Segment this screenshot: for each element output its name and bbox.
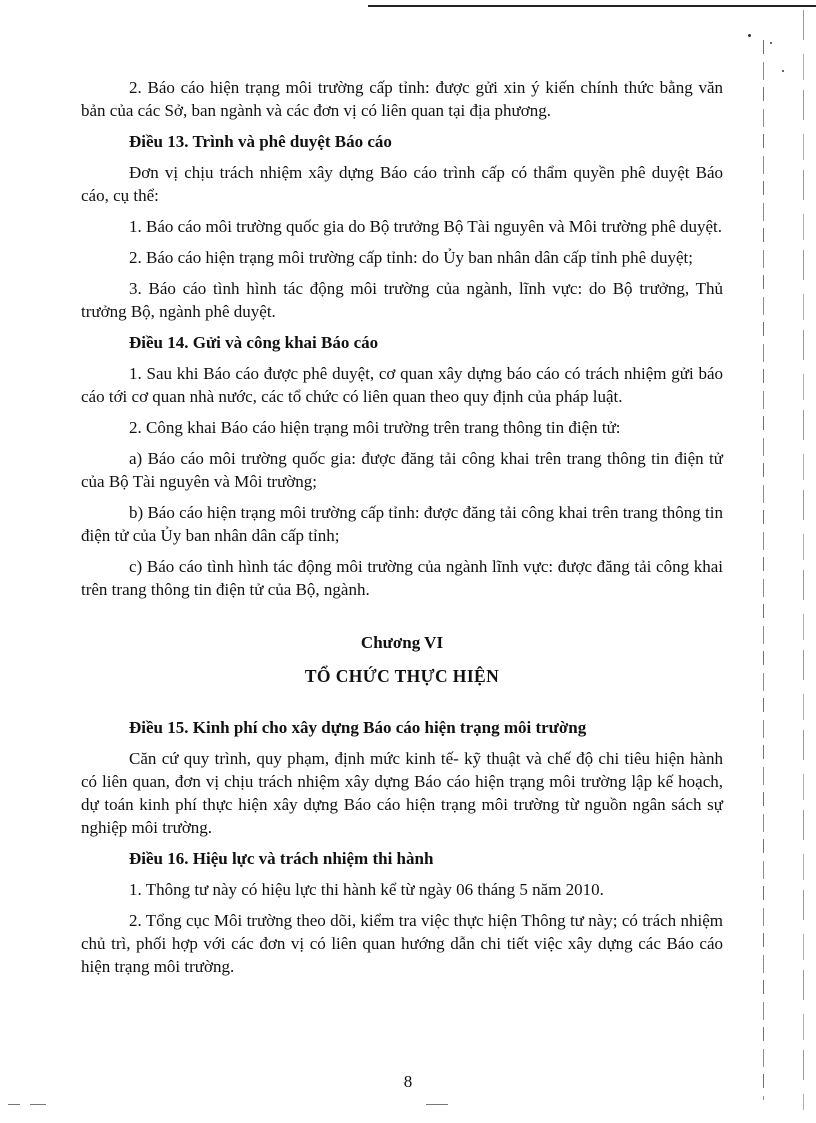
paragraph: Căn cứ quy trình, quy phạm, định mức kinh tế- kỹ thuật và chế độ chi tiêu hiện hành có liên quan, đơn vị chịu trách nhiệm xây dựng Báo cáo hiện trạng môi trường lập kế hoạch, dự toán kinh phí thực hiện xây dựng Báo cáo hiện trạng môi trường từ nguồn ngân sách sự nghiệp môi trường. [81, 749, 723, 837]
chapter-label: Chương VI [360, 633, 444, 652]
articles-section-bottom [81, 716, 723, 978]
scan-edge-line-far-right [803, 10, 804, 1110]
article-heading: Điều 14. Gửi và công khai Báo cáo [129, 333, 379, 352]
articles-section-top [81, 76, 723, 601]
article-heading: Điều 13. Trình và phê duyệt Báo cáo [129, 132, 392, 151]
scan-edge-line-right [763, 40, 764, 1100]
paragraph: 2. Báo cáo hiện trạng môi trường cấp tỉnh: do Ủy ban nhân dân cấp tỉnh phê duyệt; [129, 248, 693, 267]
paragraph: 2. Công khai Báo cáo hiện trạng môi trường trên trang thông tin điện tử: [129, 418, 621, 437]
page-number: 8 [403, 1072, 413, 1091]
scan-mark [30, 1104, 46, 1105]
article-heading: Điều 15. Kinh phí cho xây dựng Báo cáo hiện trạng môi trường [129, 718, 587, 737]
paragraph: 1. Báo cáo môi trường quốc gia do Bộ trưởng Bộ Tài nguyên và Môi trường phê duyệt. [129, 217, 723, 236]
scan-mark [8, 1104, 20, 1105]
scan-speck [770, 42, 772, 44]
document-page [81, 76, 723, 986]
scan-mark [426, 1104, 448, 1105]
paragraph: 2. Tổng cục Môi trường theo dõi, kiểm tra việc thực hiện Thông tư này; có trách nhiệm chủ trì, phối hợp với các đơn vị có liên quan hướng dẫn chi tiết việc xây dựng các Báo cáo hiện trạng môi trường. [81, 911, 723, 976]
paragraph: 2. Báo cáo hiện trạng môi trường cấp tỉnh: được gửi xin ý kiến chính thức bằng văn bản của các Sở, ban ngành và các đơn vị có liên quan tại địa phương. [81, 78, 723, 120]
chapter-spacer [81, 609, 723, 631]
article-heading: Điều 16. Hiệu lực và trách nhiệm thi hành [129, 849, 434, 868]
paragraph: c) Báo cáo tình hình tác động môi trường của ngành lĩnh vực: được đăng tải công khai trên trang thông tin điện tử của Bộ, ngành. [81, 557, 723, 599]
chapter-title: TỔ CHỨC THỰC HIỆN [304, 666, 500, 686]
paragraph: b) Báo cáo hiện trạng môi trường cấp tỉnh: được đăng tải công khai trên trang thông tin điện tử của Ủy ban nhân dân cấp tỉnh; [81, 503, 723, 545]
paragraph: 1. Sau khi Báo cáo được phê duyệt, cơ quan xây dựng báo cáo có trách nhiệm gửi báo cáo tới cơ quan nhà nước, các tổ chức có liên quan theo quy định của pháp luật. [81, 364, 723, 406]
scan-edge-line-top [368, 5, 816, 7]
paragraph: 3. Báo cáo tình hình tác động môi trường của ngành, lĩnh vực: do Bộ trưởng, Thủ trưởng Bộ, ngành phê duyệt. [81, 279, 723, 321]
paragraph: 1. Thông tư này có hiệu lực thi hành kể từ ngày 06 tháng 5 năm 2010. [129, 880, 604, 899]
scan-speck [748, 34, 751, 37]
paragraph: a) Báo cáo môi trường quốc gia: được đăng tải công khai trên trang thông tin điện tử của Bộ Tài nguyên và Môi trường; [81, 449, 723, 491]
scan-speck [782, 70, 784, 72]
paragraph: Đơn vị chịu trách nhiệm xây dựng Báo cáo trình cấp có thẩm quyền phê duyệt Báo cáo, cụ thể: [81, 163, 723, 205]
